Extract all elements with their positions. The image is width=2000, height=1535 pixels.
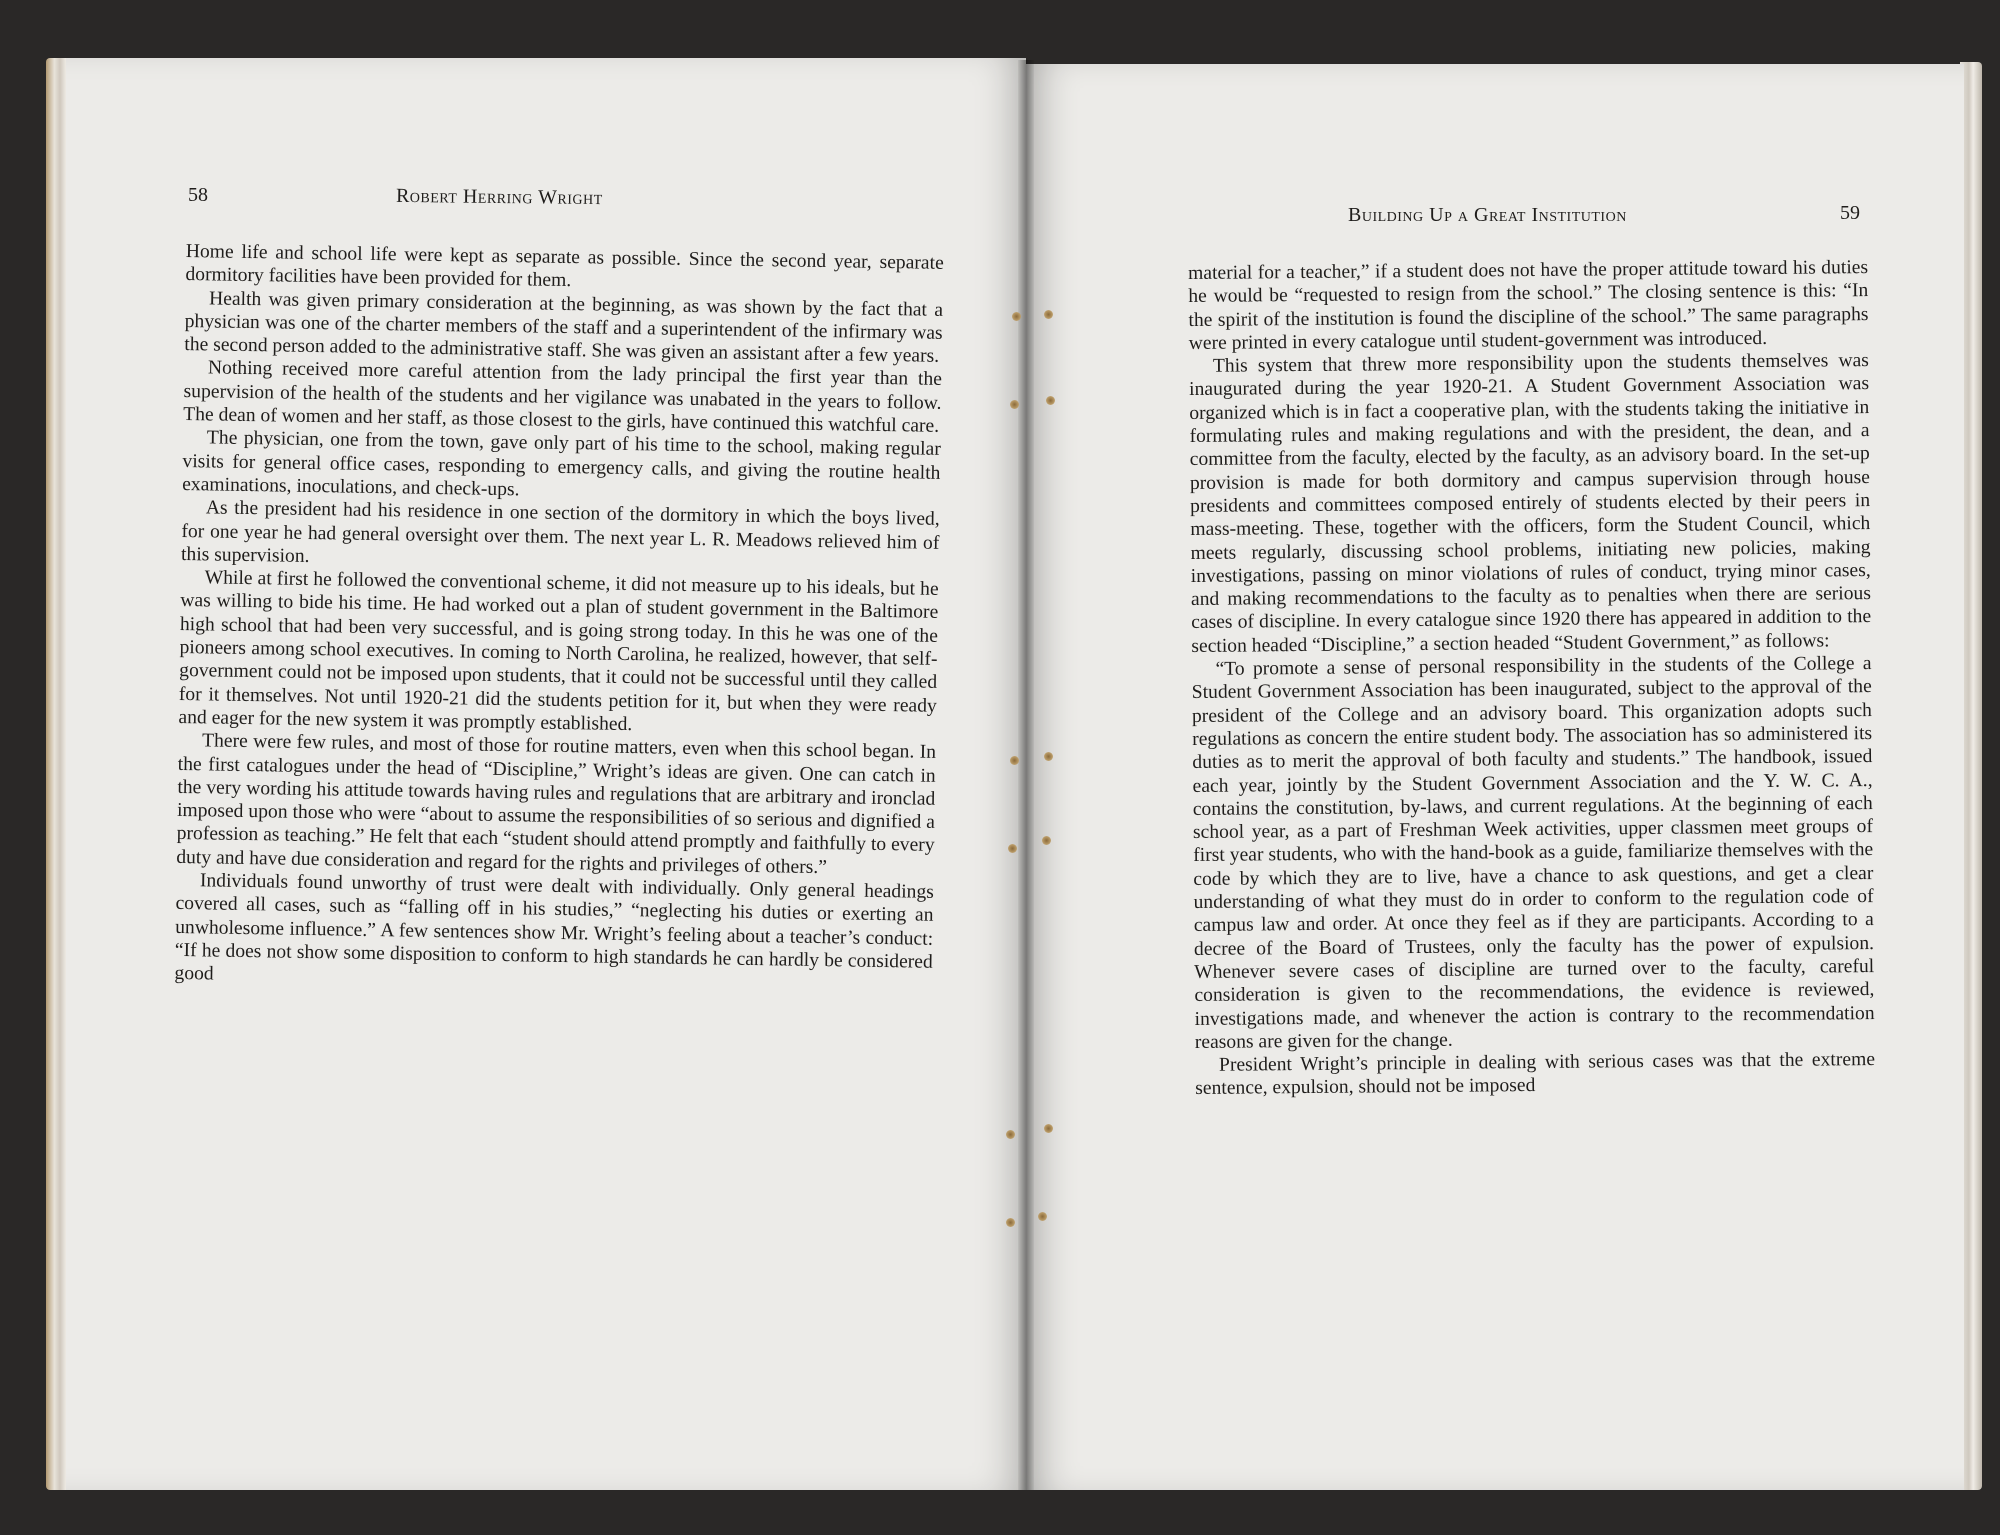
binding-hole [1010,400,1019,409]
binding-hole [1046,396,1055,405]
book-gutter [1018,60,1034,1490]
left-page-number: 58 [188,184,208,206]
binding-hole [1044,752,1053,761]
left-page-text [174,240,944,997]
left-running-head: Robert Herring Wright [395,184,603,210]
paragraph: While at first he followed the conventional scheme, it did not measure up to his ideals, but he was willing to bide his time. He had worked out a plan of student government in the Baltimore high school that had been very successful, and is going strong today. In this he was one of the pioneers among school executives. In coming to North Carolina, he realized, however, that self-government could not be imposed upon students, that it could not be successful until they called for it themselves. Not until 1920-21 did the students petition for it, but when they were ready and eager for the new system it was promptly established. [178,567,939,736]
paragraph: Home life and school life were kept as separate as possible. Since the second year, separate dormitory facilities have been provided for them. [185,240,944,292]
binding-hole [1006,1218,1015,1227]
binding-hole [1006,1130,1015,1139]
binding-hole [1044,1124,1053,1133]
paragraph: Health was given primary consideration at the beginning, as was shown by the fact that a physician was one of the charter members of the staff and a superintendent of the infirmary was the second person added to the administrative staff. She was given an assistant after a few years. [184,287,944,368]
binding-hole [1010,756,1019,765]
right-page-text [1188,256,1875,1101]
paragraph: Nothing received more careful attention from the lady principal the first year than the supervision of the health of the students and her vigilance was unabated in the years to follow. The dean of women and her staff, as those closest to the girls, have continued this watchful care. [183,357,943,437]
paragraph: The physician, one from the town, gave only part of his time to the school, making regular visits for general office cases, responding to emergency calls, and giving the routine health examinations, inoculations, and check-ups. [181,427,941,501]
right-page-number: 59 [1840,202,1860,224]
paragraph: Individuals found unworthy of trust were dealt with individually. Only general headings covered all cases, such as “falling off in his studies,” “neglecting his duties or exerting an unwholesome influence.” A few sentences show Mr. Wright’s feeling about a teacher’s conduct: “If he does not show some disposition to conform to high standards he can hardly be considered good [174,870,935,985]
paragraph: As the president had his residence in one section of the dormitory in which the boys lived, for one year he had general oversight over them. The next year L. R. Meadows relieved him of this supervision. [180,497,940,567]
binding-hole [1038,1212,1047,1221]
paragraph: This system that threw more responsibility upon the students themselves was inaugurated during the year 1920-21. A Student Government Association was organized which is in fact a cooperative plan, with the students taking the initiative in formulating rules and making regulations and with the president, the dean, and a committee from the faculty, elected by the faculty, as an advisory board. In the set-up provision is made for both dormitory and campus supervision through house presidents and committees composed entirely of students elected by their peers in mass-meeting. These, together with the officers, form the Student Council, which meets regularly, discussing school problems, initiating new policies, making investigations, passing on minor violations of rules of conduct, trying minor cases, and making recommendations to the faculty as to penalties when there are serious cases of discipline. In every catalogue since 1920 there has appeared in addition to the section headed “Discipline,” a section headed “Student Government,” as follows: [1189,350,1872,657]
paragraph: President Wright’s principle in dealing with serious cases was that the extreme sentence, expulsion, should not be imposed [1195,1049,1876,1100]
paragraph: material for a teacher,” if a student does not have the proper attitude toward his duties he would be “requested to resign from the school.” The closing sentence is this: “In the spirit of the institution is found the discipline of the school.” The same paragraphs were printed in every catalogue until student-government was introduced. [1188,257,1869,354]
binding-hole [1042,836,1051,845]
binding-hole [1008,844,1017,853]
binding-hole [1044,310,1053,319]
paragraph: There were few rules, and most of those for routine matters, even when this school began. In the first catalogues under the head of “Discipline,” Wright’s ideas are given. One can catch in the very wording his attitude towards having rules and regulations that are arbitrary and ironclad imposed upon those who were “about to assume the responsibilities of so serious and dignified a profession as teaching.” He felt that each “student should attend promptly and faithfully to every duty and have due consideration and regard for the rights and privileges of others.” [176,730,937,878]
right-running-head: Building Up a Great Institution [1348,204,1627,226]
binding-hole [1012,312,1021,321]
paragraph: “To promote a sense of personal responsibility in the students of the College a Student Government Association has been inaugurated, subject to the approval of the president of the College and an advisory board. This organization adopts such regulations as concern the entire student body. The association has so administered its duties as to merit the approval of both faculty and students.” The handbook, issued each year, jointly by the Student Government Association and the Y. W. C. A., contains the constitution, by-laws, and current regulations. At the beginning of each school year, as a part of Freshman Week activities, upper classmen meet groups of first year students, who with the hand-book as a guide, familiarize themselves with the code by which they are to live, have a chance to ask questions, and get a clear understanding of what they must do in order to conform to the regulation code of campus law and order. At once they feel as if they are participants. According to a decree of the Board of Trustees, only the faculty has the power of expulsion. Whenever severe cases of discipline are turned over to the faculty, careful consideration is given to the recommendations, the evidence is reviewed, investigations made, and whenever the action is contrary to the recommendation reasons are given for the change. [1191,653,1875,1053]
